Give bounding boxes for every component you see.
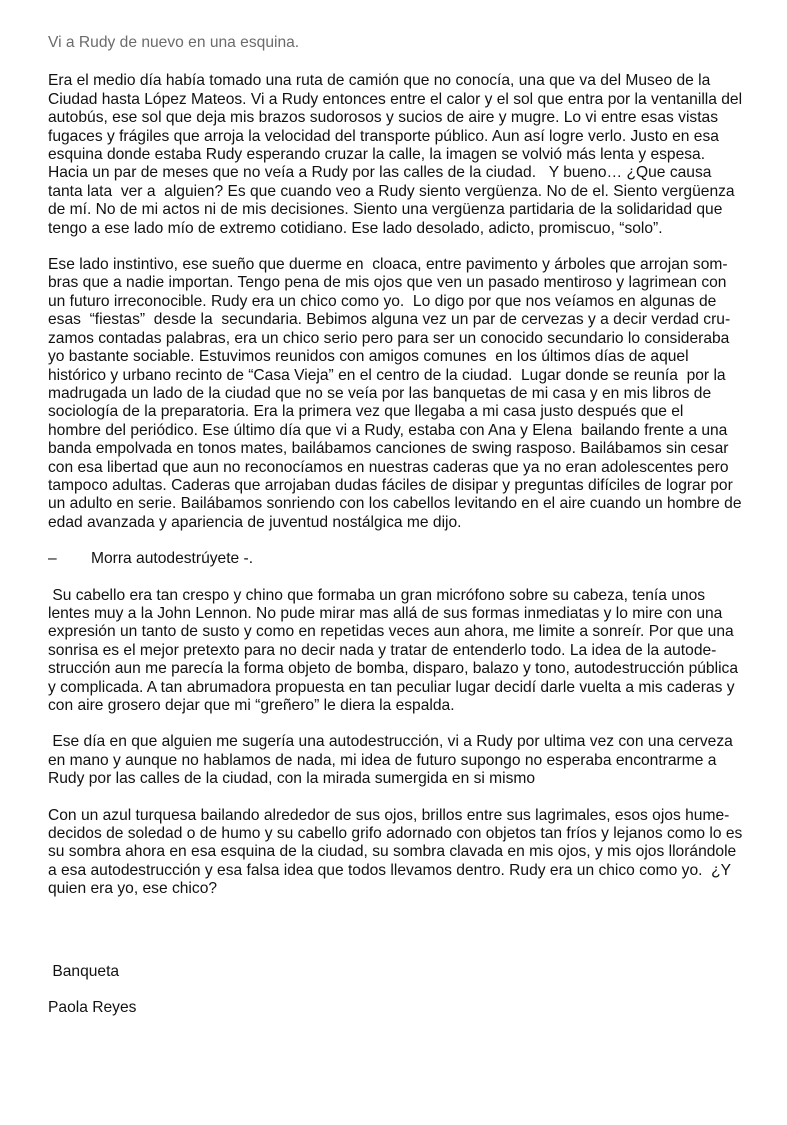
document-title: Vi a Rudy de nuevo en una esquina. [48,34,300,51]
text-line: fugaces y frágiles que arroja la velocidad del transporte público. Aun así logre verlo. Justo en esa [48,127,719,145]
text-line: Ese día en que alguien me sugería una autodestrucción, vi a Rudy por ultima vez con una cerveza [48,733,733,751]
text-line: quien era yo, ese chico? [48,880,218,898]
paragraph-3 [48,587,748,716]
text-line: zamos contadas palabras, era un chico serio pero para ser un conocido secundario lo consideraba [48,329,730,347]
section-name: Banqueta [48,962,120,980]
text-line: Hacia un par de meses que no veía a Rudy por las calles de la ciudad. Y bueno… ¿Que causa [48,164,712,182]
text-line: banda empolvada en tonos mates, bailábamos canciones de swing rasposo. Bailábamos sin cesar [48,440,729,458]
text-line: esquina donde estaba Rudy esperando cruzar la calle, la imagen se volvió más lenta y espesa. [48,146,706,164]
text-line: Ese lado instintivo, ese sueño que duerme en cloaca, entre pavimento y árboles que arrojan som- [48,256,728,274]
text-line: sociología de la preparatoria. Era la primera vez que llegaba a mi casa justo después que el [48,403,684,421]
text-line: con aire grosero dejar que mi “greñero” le diera la espalda. [48,697,455,714]
text-line: un futuro irreconocible. Rudy era un chico como yo. Lo digo por que nos veíamos en algunas de [48,292,717,310]
text-line: expresión un tanto de susto y como en repetidas veces aun ahora, me limite a sonreír. Por que una [48,623,734,641]
text-line: un adulto en serie. Bailábamos sonriendo con los cabellos levitando en el aire cuando un hombre de [48,495,742,513]
paragraph-1 [48,72,748,238]
text-line: Rudy por las calles de la ciudad, con la mirada sumergida en si mismo [48,770,536,788]
dialogue-text: Morra autodestrúyete -. [91,550,254,568]
paragraph-4 [48,733,748,788]
text-line: sonrisa es el mejor pretexto para no decir nada y tratar de entenderlo todo. La idea de la autode- [48,641,717,659]
blank-space [48,917,748,963]
dialogue-line [48,550,748,568]
text-line: Era el medio día había tomado una ruta de camión que no conocía, una que va del Museo de la [48,72,711,90]
author-name: Paola Reyes [48,999,137,1017]
text-line: y complicada. A tan abrumadora propuesta en tan peculiar lugar decidí darle vuelta a mis caderas y [48,678,735,696]
text-line: yo bastante sociable. Estuvimos reunidos con amigos comunes en los últimos días de aquel [48,348,689,366]
text-line: esas “fiestas” desde la secundaria. Bebimos alguna vez un par de cervezas y a decir verdad cru- [48,311,731,329]
text-line: tampoco adultas. Caderas que arrojaban dudas fáciles de disipar y preguntas difíciles de lograr por [48,476,733,494]
text-line: decidos de soledad o de humo y su cabello grifo adornado con objetos tan fríos y lejanos como lo es [48,825,743,843]
text-line: su sombra ahora en esa esquina de la ciudad, su sombra clavada en mis ojos, y mis ojos llorándole [48,843,737,861]
text-line: de mí. No de mi actos ni de mis decisiones. Siento una vergüenza partidaria de la solidaridad que [48,201,723,219]
paragraph-2 [48,256,748,532]
text-line: Ciudad hasta López Mateos. Vi a Rudy entonces entre el calor y el sol que entra por la ventanilla del [48,90,743,108]
text-line: autobús, ese sol que deja mis brazos sudorosos y sucios de aire y mugre. Lo vi entre esas vistas [48,109,719,127]
text-line: lentes muy a la John Lennon. No pude mirar mas allá de sus formas inmediatas y lo mire con una [48,604,723,622]
text-line: madrugada un lado de la ciudad que no se veía por las banquetas de mi casa y en mis libros de [48,384,712,402]
document-page [48,34,748,1035]
text-line: edad avanzada y apariencia de juventud nostálgica me dijo. [48,513,462,531]
text-line: tengo a ese lado mío de extremo cotidiano. Ese lado desolado, adicto, promiscuo, “solo”. [48,219,663,237]
text-line: bras que a nadie importan. Tengo pena de mis ojos que ven un pasado mentiroso y lagrimean con [48,274,727,292]
text-line: strucción aun me parecía la forma objeto de bomba, disparo, balazo y tono, autodestrucción pública [48,660,739,678]
text-line: con esa libertad que aun no reconocíamos en nuestras caderas que ya no eran adolescentes pero [48,458,729,476]
text-line: histórico y urbano recinto de “Casa Vieja” en el centro de la ciudad. Lugar donde se reunía por la [48,366,726,384]
text-line: en mano y aunque no hablamos de nada, mi idea de futuro supongo no esperaba encontrarme a [48,751,717,769]
text-line: hombre del periódico. Ese último día que vi a Rudy, estaba con Ana y Elena bailando frente a una [48,421,728,439]
paragraph-5 [48,807,748,899]
dialogue-dash: – [48,550,57,568]
text-line: Con un azul turquesa bailando alrededor de sus ojos, brillos entre sus lagrimales, esos ojos hume- [48,806,730,824]
text-line: a esa autodestrucción y esa falsa idea que todos llevamos dentro. Rudy era un chico como yo. ¿Y [48,861,732,879]
text-line: Su cabello era tan crespo y chino que formaba un gran micrófono sobre su cabeza, tenía unos [48,586,706,604]
text-line: tanta lata ver a alguien? Es que cuando veo a Rudy siento vergüenza. No de el. Siento vergüenza [48,182,735,200]
